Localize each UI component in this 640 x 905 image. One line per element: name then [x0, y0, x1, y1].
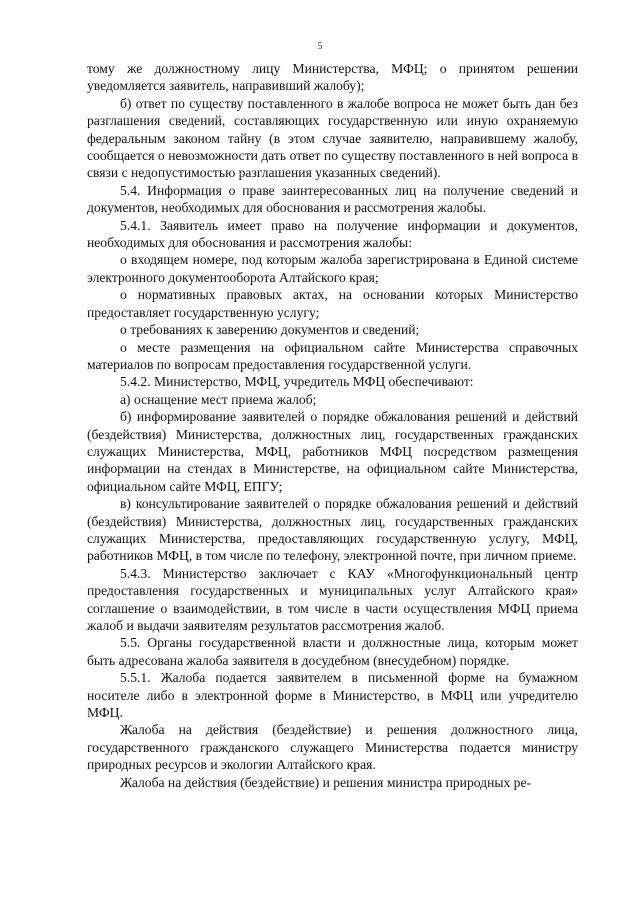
paragraph: Жалоба на действия (бездействие) и решения министра природных ре-: [120, 774, 532, 790]
paragraph: о требованиях к заверению документов и сведений;: [120, 322, 420, 338]
paragraph: в) консультирование заявителей о порядке обжалования решений и действий (бездействия) Министерства, должностных лиц, государственных гражданских служащих Министерства, предоставляющих государственную услугу, МФЦ, работников МФЦ, в том числе по телефону, электронной почте, при личном приеме.: [87, 496, 578, 564]
paragraph: а) оснащение мест приема жалоб;: [120, 391, 317, 407]
paragraph: 5.5. Органы государственной власти и должностные лица, которым может быть адресована жалоба заявителя в досудебном (внесудебном) порядке.: [87, 635, 578, 668]
paragraph: тому же должностному лицу Министерства, МФЦ; о принятом решении уведомляется заявитель, направивший жалобу);: [87, 61, 578, 94]
paragraph: о месте размещения на официальном сайте Министерства справочных материалов по вопросам предоставления государственной услуги.: [87, 339, 578, 372]
paragraph: 5.4. Информация о праве заинтересованных лиц на получение сведений и документов, необходимых для обоснования и рассмотрения жалобы.: [87, 182, 578, 216]
paragraph: о входящем номере, под которым жалоба зарегистрирована в Единой системе электронного документооборота Алтайского края;: [87, 252, 578, 285]
paragraph: 5.4.3. Министерство заключает с КАУ «Многофункциональный центр предоставления государственных и муниципальных услуг Алтайского края» соглашение о взаимодействии, в том числе в части осуществления МФЦ приема жалоб и выдачи заявителям результатов рассмотрения жалоб.: [87, 565, 578, 633]
page-number: 5: [317, 41, 323, 52]
paragraph: 5.4.1. Заявитель имеет право на получение информации и документов, необходимых для обоснования и рассмотрения жалобы:: [87, 217, 578, 251]
paragraph: Жалоба на действия (бездействие) и решения должностного лица, государственного гражданского служащего Министерства подается министру природных ресурсов и экологии Алтайского края.: [87, 722, 578, 773]
paragraph: о нормативных правовых актах, на основании которых Министерство предоставляет государственную услугу;: [87, 287, 578, 320]
paragraph: б) информирование заявителей о порядке обжалования решений и действий (бездействия) Министерства, должностных лиц, государственных гражданских служащих Министерства, МФЦ, работников МФЦ посредством размещения информации на стендах в Министерстве, на официальном сайте Министерства, официальном сайте МФЦ, ЕПГУ;: [87, 409, 578, 494]
paragraph: 5.4.2. Министерство, МФЦ, учредитель МФЦ обеспечивают:: [120, 374, 474, 390]
paragraph: 5.5.1. Жалоба подается заявителем в письменной форме на бумажном носителе либо в электронной форме в Министерство, в МФЦ или учредителю МФЦ.: [87, 670, 578, 721]
paragraph: б) ответ по существу поставленного в жалобе вопроса не может быть дан без разглашения сведений, составляющих государственную или иную охраняемую федеральным законом тайну (в этом случае заявителю, направившему жалобу, сообщается о невозможности дать ответ по существу поставленного в ней вопроса в связи с недопустимостью разглашения указанных сведений).: [87, 95, 578, 181]
document-body: [87, 60, 578, 791]
